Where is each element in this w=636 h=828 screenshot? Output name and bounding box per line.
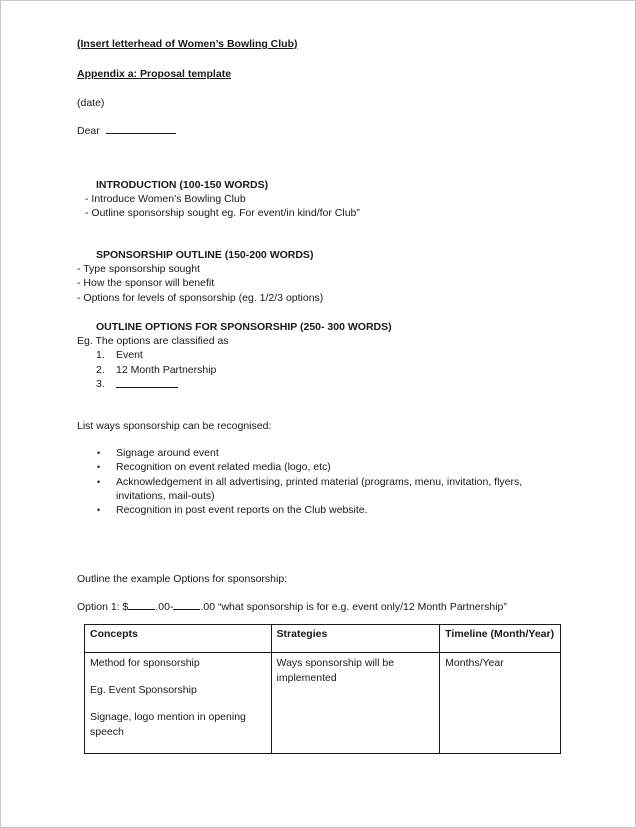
table-header-concepts: Concepts: [85, 625, 272, 653]
options-list-item: [116, 378, 178, 392]
options-list-number: 1.: [96, 349, 105, 361]
sponsorship-outline-item: - How the sponsor will benefit: [77, 277, 215, 289]
salutation: [77, 124, 176, 138]
introduction-item: - Outline sponsorship sought eg. For event/in kind/for Club”: [85, 207, 360, 219]
concepts-text: Eg. Event Sponsorship: [90, 684, 197, 696]
recognition-item: Recognition in post event reports on the Club website.: [116, 504, 368, 516]
sponsorship-outline-heading: SPONSORSHIP OUTLINE (150-200 WORDS): [96, 249, 314, 261]
outline-options-heading: OUTLINE OPTIONS FOR SPONSORSHIP (250- 300 WORDS): [96, 321, 392, 333]
option-1-mid: .00-: [155, 601, 174, 613]
strategies-text: Ways sponsorship will be: [276, 657, 395, 669]
bullet-icon: •: [97, 477, 101, 487]
table-header-row: [85, 625, 561, 653]
bullet-icon: •: [97, 462, 101, 472]
option-3-blank: [116, 378, 178, 388]
recognition-intro: List ways sponsorship can be recognised:: [77, 420, 272, 432]
concepts-text: Signage, logo mention in opening: [90, 711, 246, 723]
table-header-timeline: Timeline (Month/Year): [440, 625, 561, 653]
appendix-title: Appendix a: Proposal template: [77, 68, 232, 80]
bullet-icon: •: [97, 448, 101, 458]
strategies-text: implemented: [276, 672, 337, 684]
timeline-cell: [440, 653, 561, 754]
recognition-item: Signage around event: [116, 447, 219, 459]
table-header-strategies: Strategies: [271, 625, 440, 653]
concepts-text: speech: [90, 726, 124, 738]
concepts-cell: [85, 653, 272, 754]
dear-label: Dear: [77, 125, 100, 137]
bullet-icon: •: [97, 505, 101, 515]
date-placeholder: (date): [77, 97, 105, 109]
sponsorship-options-table: [84, 624, 561, 754]
options-list-text: 12 Month Partnership: [116, 364, 217, 376]
option-1-max-blank: [173, 600, 200, 610]
recognition-item: Acknowledgement in all advertising, printed material (programs, menu, invitation, flyers,: [116, 476, 523, 488]
example-intro: Outline the example Options for sponsorship:: [77, 573, 288, 585]
options-list-number: 2.: [96, 364, 105, 376]
table-row: [85, 653, 561, 754]
letterhead-placeholder: (Insert letterhead of Women’s Bowling Club): [77, 38, 298, 50]
strategies-cell: [271, 653, 440, 754]
options-list-text: Event: [116, 349, 143, 361]
introduction-item: - Introduce Women’s Bowling Club: [85, 193, 246, 205]
concepts-text: Method for sponsorship: [90, 657, 200, 669]
option-1-description: .00 “what sponsorship is for e.g. event only/12 Month Partnership”: [200, 601, 507, 613]
recognition-item-continued: invitations, mail-outs): [116, 490, 215, 502]
option-1-prefix: Option 1: $: [77, 601, 129, 613]
option-1-min-blank: [128, 600, 155, 610]
introduction-heading: INTRODUCTION (100-150 WORDS): [96, 179, 269, 191]
sponsorship-outline-item: - Options for levels of sponsorship (eg. 1/2/3 options): [77, 292, 324, 304]
outline-options-intro: Eg. The options are classified as: [77, 335, 229, 347]
timeline-text: Months/Year: [445, 657, 504, 669]
recognition-item: Recognition on event related media (logo, etc): [116, 461, 331, 473]
options-list-number: 3.: [96, 378, 105, 390]
option-1-line: [77, 600, 507, 614]
recipient-blank: [106, 124, 176, 134]
sponsorship-outline-item: - Type sponsorship sought: [77, 263, 200, 275]
